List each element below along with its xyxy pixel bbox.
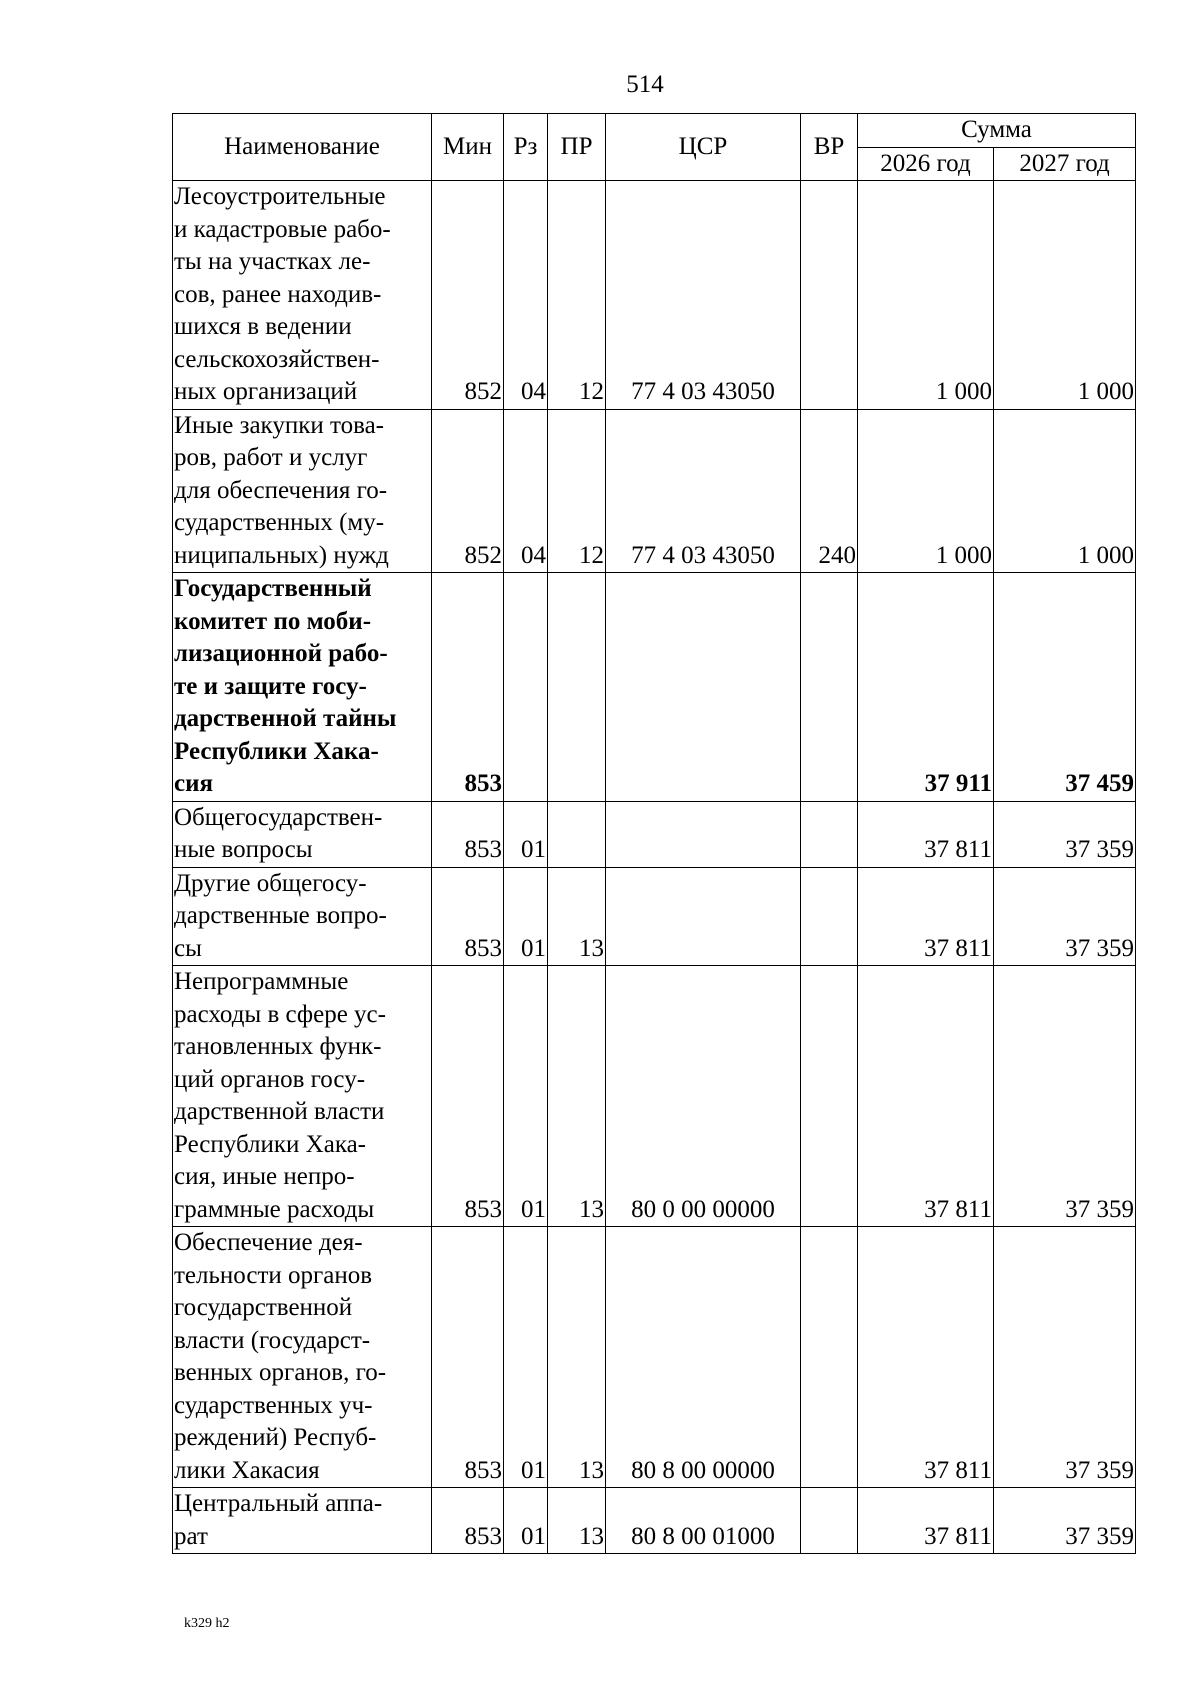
table-row <box>173 181 1136 410</box>
table-row <box>173 966 1136 1227</box>
table-row <box>173 409 1136 573</box>
header-sum: Сумма <box>858 114 1136 148</box>
row-pr: 13 <box>548 867 606 966</box>
row-min: 853 <box>432 801 504 867</box>
row-pr: 13 <box>548 1227 606 1488</box>
row-name: Лесоустроительные и кадастровые рабо- ты на участках ле- сов, ранее находив- шихся в ведении сельскохозяйствен- ных организаций <box>173 181 432 410</box>
table-row <box>173 573 1136 802</box>
row-vr <box>801 573 858 802</box>
row-rz: 01 <box>504 966 548 1227</box>
row-csr: 80 0 00 00000 <box>606 966 801 1227</box>
header-year-2027: 2027 год <box>994 147 1136 181</box>
row-vr <box>801 966 858 1227</box>
row-pr: 13 <box>548 966 606 1227</box>
header-min: Мин <box>432 114 504 181</box>
row-sum-2027: 37 459 <box>994 573 1136 802</box>
table-row <box>173 801 1136 867</box>
row-rz: 04 <box>504 409 548 573</box>
row-rz: 01 <box>504 1227 548 1488</box>
row-csr <box>606 801 801 867</box>
row-sum-2027: 37 359 <box>994 801 1136 867</box>
row-csr <box>606 573 801 802</box>
row-sum-2026: 37 811 <box>858 1488 994 1554</box>
page-number: 514 <box>626 71 664 98</box>
table-body <box>173 181 1136 1554</box>
table-row <box>173 1227 1136 1488</box>
row-sum-2027: 37 359 <box>994 1488 1136 1554</box>
row-rz: 04 <box>504 181 548 410</box>
row-min: 853 <box>432 966 504 1227</box>
row-name: Общегосударствен- ные вопросы <box>173 801 432 867</box>
row-min: 853 <box>432 867 504 966</box>
budget-table <box>172 113 1136 1554</box>
table-row <box>173 867 1136 966</box>
row-csr: 77 4 03 43050 <box>606 181 801 410</box>
row-sum-2026: 37 811 <box>858 867 994 966</box>
header-csr: ЦСР <box>606 114 801 181</box>
row-vr: 240 <box>801 409 858 573</box>
row-name: Иные закупки това- ров, работ и услуг для обеспечения го- сударственных (му- ниципальных) нужд <box>173 409 432 573</box>
header-vr: ВР <box>801 114 858 181</box>
row-sum-2027: 1 000 <box>994 181 1136 410</box>
row-vr <box>801 1488 858 1554</box>
row-name: Непрограммные расходы в сфере ус- тановленных функ- ций органов госу- дарственной власти Республики Хака- сия, иные непро- граммные расходы <box>173 966 432 1227</box>
row-min: 852 <box>432 181 504 410</box>
row-name: Государственный комитет по моби- лизационной рабо- те и защите госу- дарственной тайны Республики Хака- сия <box>173 573 432 802</box>
row-pr <box>548 801 606 867</box>
row-sum-2026: 37 811 <box>858 966 994 1227</box>
row-csr: 80 8 00 00000 <box>606 1227 801 1488</box>
row-csr <box>606 867 801 966</box>
row-min: 853 <box>432 1488 504 1554</box>
row-rz <box>504 573 548 802</box>
row-sum-2026: 37 811 <box>858 1227 994 1488</box>
row-min: 852 <box>432 409 504 573</box>
header-pr: ПР <box>548 114 606 181</box>
row-pr: 12 <box>548 181 606 410</box>
row-name: Центральный аппа- рат <box>173 1488 432 1554</box>
row-csr: 77 4 03 43050 <box>606 409 801 573</box>
row-name: Обеспечение дея- тельности органов государственной власти (государст- венных органов, го- сударственных уч- реждений) Респуб- лики Хакасия <box>173 1227 432 1488</box>
row-sum-2026: 37 911 <box>858 573 994 802</box>
row-name: Другие общегосу- дарственные вопро- сы <box>173 867 432 966</box>
header-name: Наименование <box>173 114 432 181</box>
row-vr <box>801 181 858 410</box>
table-row <box>173 1488 1136 1554</box>
header-rz: Рз <box>504 114 548 181</box>
row-sum-2026: 37 811 <box>858 801 994 867</box>
row-csr: 80 8 00 01000 <box>606 1488 801 1554</box>
footer-code: k329 h2 <box>184 1616 230 1631</box>
row-rz: 01 <box>504 867 548 966</box>
row-rz: 01 <box>504 801 548 867</box>
row-vr <box>801 801 858 867</box>
row-sum-2027: 37 359 <box>994 867 1136 966</box>
row-rz: 01 <box>504 1488 548 1554</box>
row-min: 853 <box>432 573 504 802</box>
row-sum-2026: 1 000 <box>858 409 994 573</box>
header-year-2026: 2026 год <box>858 147 994 181</box>
row-min: 853 <box>432 1227 504 1488</box>
row-vr <box>801 867 858 966</box>
row-pr <box>548 573 606 802</box>
row-pr: 12 <box>548 409 606 573</box>
row-pr: 13 <box>548 1488 606 1554</box>
row-vr <box>801 1227 858 1488</box>
row-sum-2027: 37 359 <box>994 966 1136 1227</box>
row-sum-2027: 1 000 <box>994 409 1136 573</box>
row-sum-2027: 37 359 <box>994 1227 1136 1488</box>
row-sum-2026: 1 000 <box>858 181 994 410</box>
